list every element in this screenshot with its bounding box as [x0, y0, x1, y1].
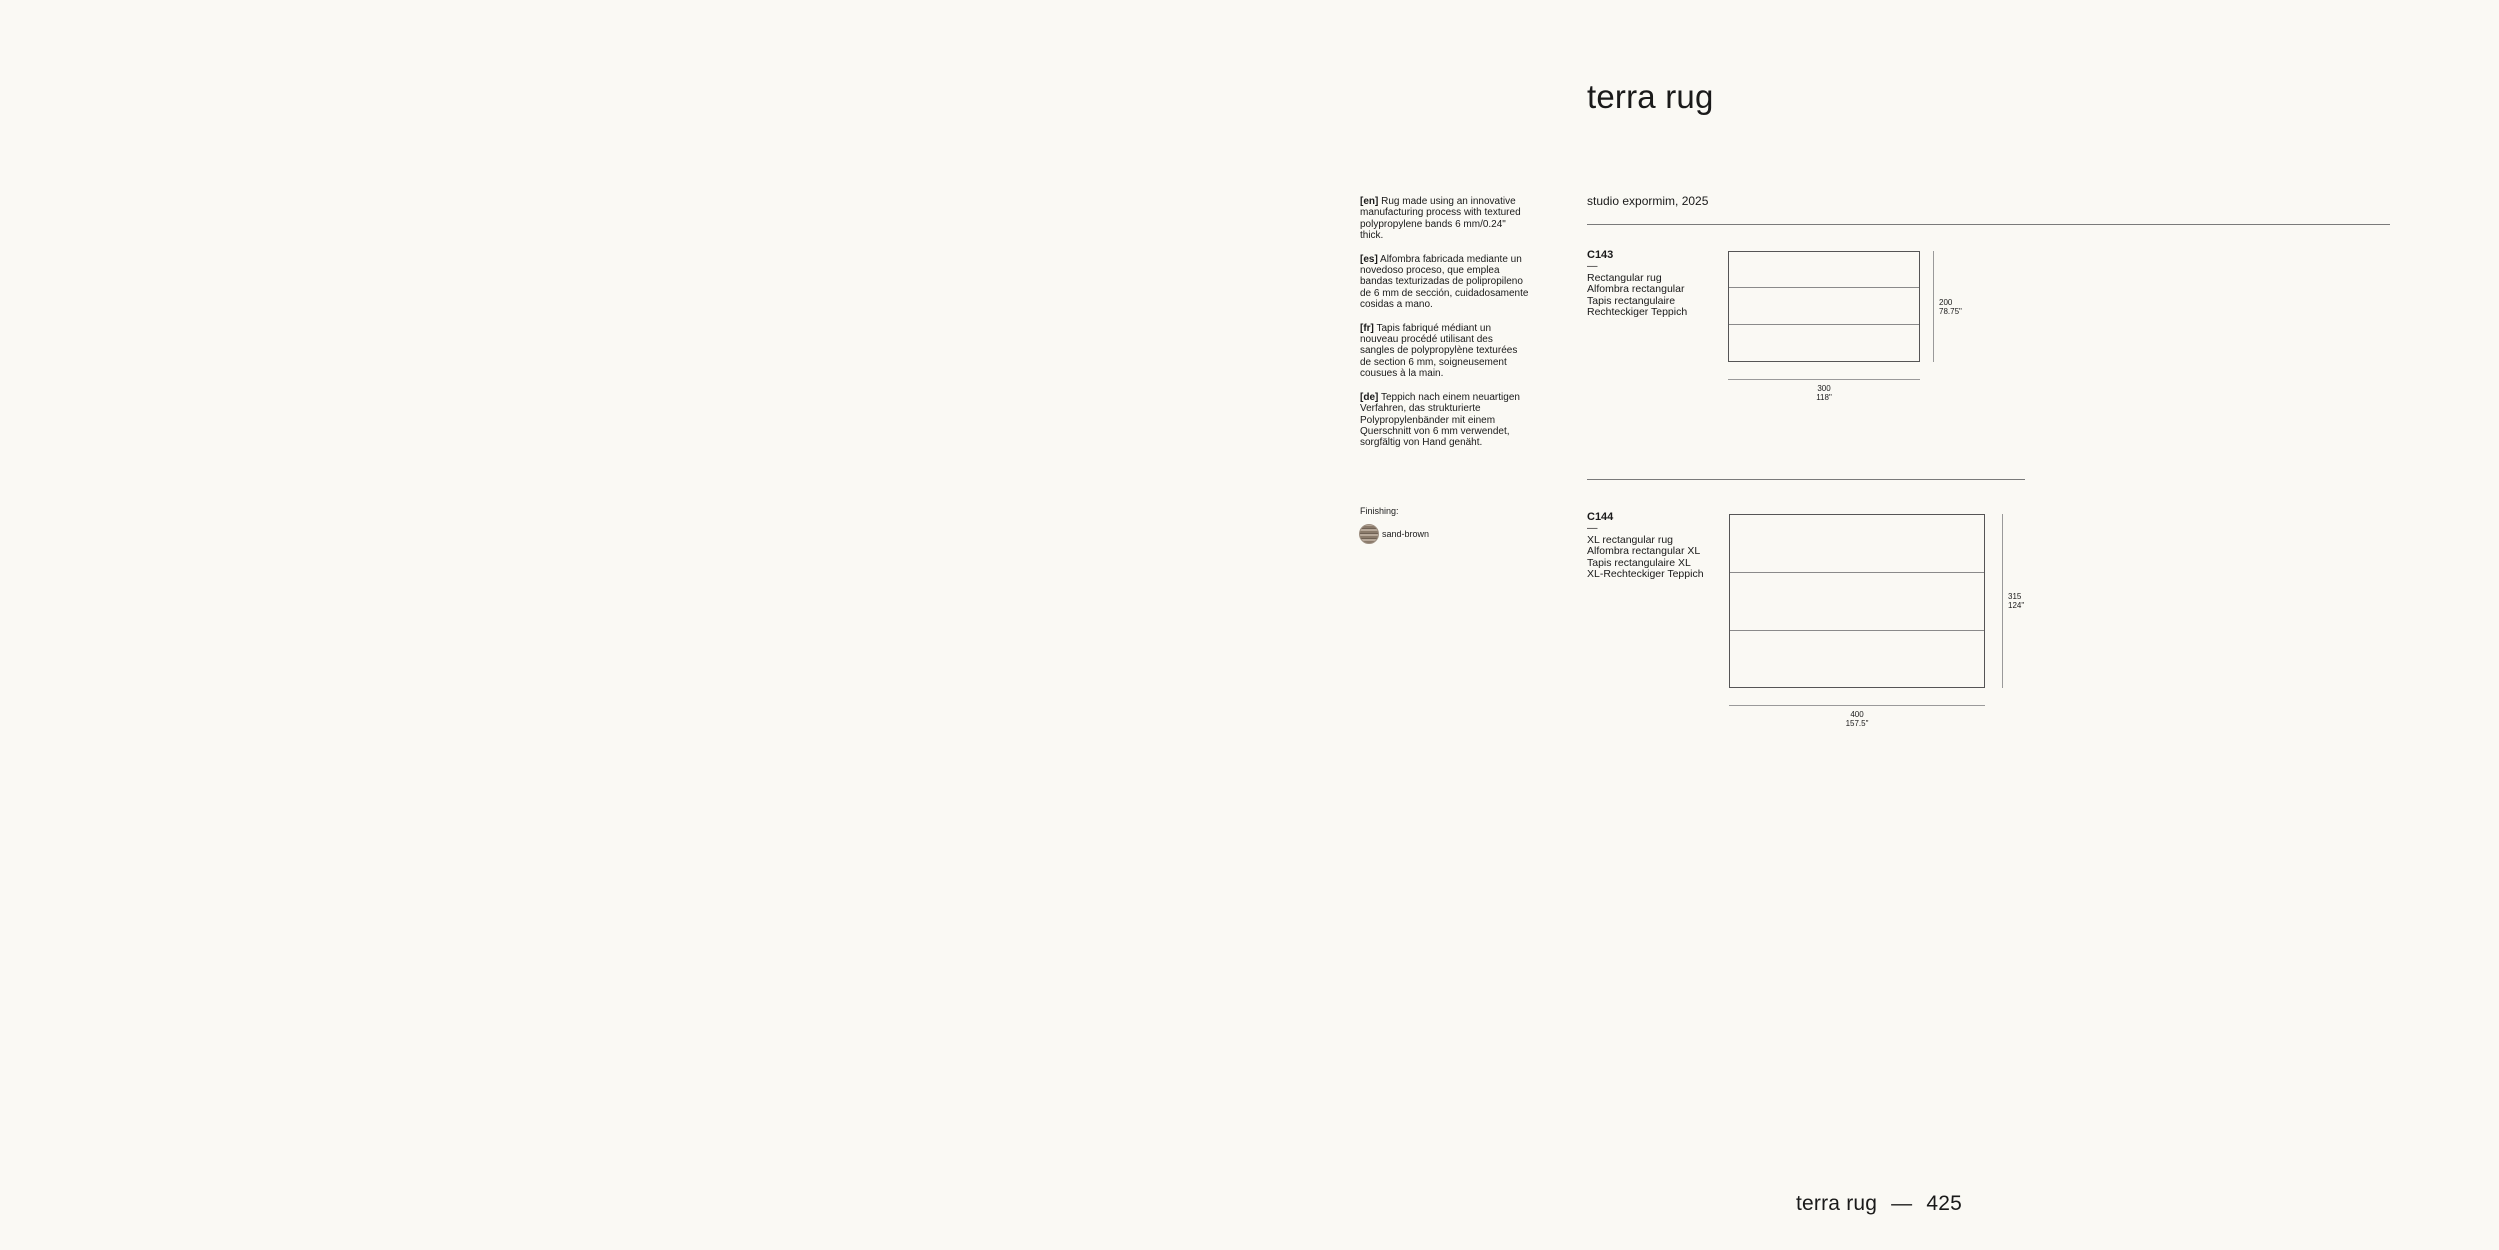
- height-dimension-label: [1939, 298, 1962, 316]
- product-name-de: XL-Rechteckiger Teppich: [1587, 568, 1704, 581]
- rug-band: [1729, 252, 1919, 288]
- rug-band: [1729, 325, 1919, 360]
- height-dimension-line: [1933, 251, 1934, 362]
- lang-tag-en: [en]: [1360, 196, 1379, 207]
- product-name-fr: Tapis rectangulaire: [1587, 294, 1676, 307]
- rug-band: [1730, 515, 1984, 573]
- lang-tag-es: [es]: [1360, 253, 1378, 265]
- width-dimension-line: [1729, 705, 1985, 706]
- description-block: [1360, 196, 1530, 461]
- footer-title: terra rug: [1796, 1192, 1878, 1215]
- lang-tag-fr: [fr]: [1360, 322, 1374, 334]
- width-in: 157.5": [1845, 719, 1869, 728]
- description-text-de: Teppich nach einem neuartigen Verfahren, das strukturierte Polypropylenbänder mit einem Querschnitt von 6 mm verwendet, sorgfältig von Hand genäht.: [1360, 391, 1520, 449]
- rug-band: [1730, 573, 1984, 631]
- height-dimension-line: [2002, 514, 2003, 688]
- designer-credit: studio expormim, 2025: [1587, 194, 1709, 208]
- rug-band: [1729, 288, 1919, 325]
- description-text-es: Alfombra fabricada mediante un novedoso proceso, que emplea bandas texturizadas de polipropileno de 6 mm de sección, cuidadosamente cosidas a mano.: [1360, 253, 1529, 311]
- finishing-label: Finishing:: [1360, 506, 1399, 516]
- description-de: [1360, 392, 1530, 449]
- product-dash: —: [1587, 522, 1598, 535]
- product-code: C144: [1587, 511, 1614, 523]
- product-name-de: Rechteckiger Teppich: [1587, 306, 1688, 319]
- description-fr: [1360, 323, 1530, 380]
- description-text-en: Rug made using an innovative manufacturing process with textured polypropylene bands 6 mm/0.24" thick.: [1360, 196, 1521, 242]
- height-dimension-label: [2008, 592, 2024, 610]
- swatch-name: sand-brown: [1382, 529, 1430, 539]
- rug-drawing-c143: [1728, 251, 1920, 362]
- divider-top: [1587, 224, 2390, 225]
- product-c143-info: [1587, 250, 1687, 318]
- height-in: 78.75": [1939, 307, 1962, 316]
- description-text-fr: Tapis fabriqué médiant un nouveau procédé utilisant des sangles de polypropylène texturées de section 6 mm, soigneusement cousues à la main.: [1360, 322, 1518, 380]
- height-cm: 315: [2008, 592, 2022, 601]
- product-name-en: Rectangular rug: [1587, 271, 1662, 284]
- width-cm: 400: [1850, 710, 1864, 719]
- product-c144-info: [1587, 512, 1704, 580]
- height-in: 124": [2008, 601, 2025, 610]
- description-es: [1360, 254, 1530, 311]
- product-name-es: Alfombra rectangular XL: [1587, 545, 1701, 558]
- rug-drawing-c144: [1729, 514, 1985, 688]
- description-en: [1360, 196, 1530, 242]
- width-dimension-label: [1804, 384, 1844, 402]
- finish-swatch-option[interactable]: [1359, 524, 1429, 544]
- rug-band: [1730, 631, 1984, 686]
- product-code: C143: [1587, 249, 1614, 261]
- height-cm: 200: [1939, 298, 1953, 307]
- width-dimension-line: [1728, 379, 1920, 380]
- width-dimension-label: [1837, 710, 1877, 728]
- divider-middle: [1587, 479, 2025, 480]
- product-dash: —: [1587, 260, 1598, 273]
- width-in: 118": [1816, 393, 1832, 402]
- sand-brown-swatch-icon: [1359, 524, 1379, 544]
- footer-separator: —: [1891, 1192, 1913, 1215]
- page-number: 425: [1926, 1192, 1963, 1215]
- product-name-en: XL rectangular rug: [1587, 533, 1673, 546]
- width-cm: 300: [1817, 384, 1831, 393]
- product-name-es: Alfombra rectangular: [1587, 283, 1685, 296]
- lang-tag-de: [de]: [1360, 391, 1379, 403]
- product-name-fr: Tapis rectangulaire XL: [1587, 556, 1691, 569]
- page-title: terra rug: [1587, 78, 1714, 115]
- page-footer: [1796, 1192, 1962, 1216]
